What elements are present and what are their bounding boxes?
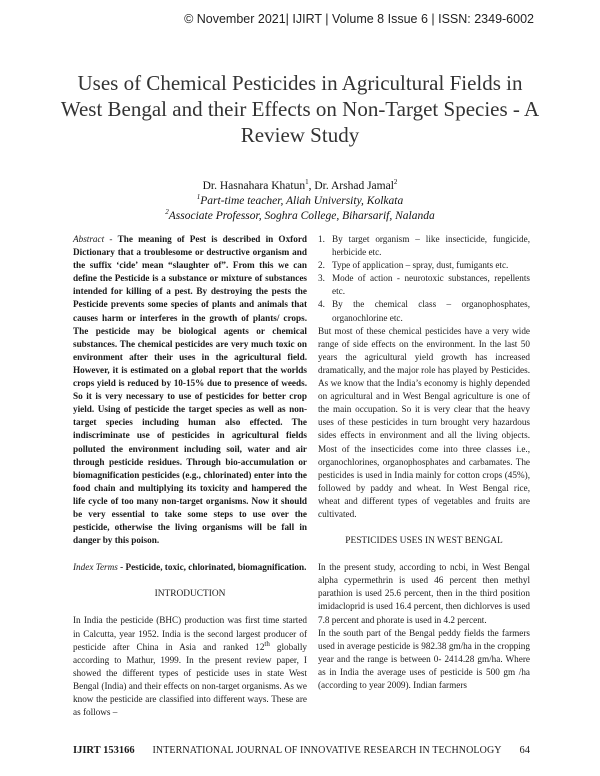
index-terms-lead: Index Terms	[73, 562, 118, 573]
list-item-text: Mode of action - neurotoxic substances, repellents etc.	[332, 273, 530, 297]
list-item-number: 2.	[318, 260, 325, 271]
author-1-name: Dr. Hasnahara Khatun	[202, 180, 306, 192]
list-item-text: By the chemical class – organophosphates, organochlorine etc.	[332, 299, 530, 323]
intro-ordinal-suffix: th	[264, 639, 270, 648]
affiliation-2-text: Associate Professor, Soghra College, Biharsarif, Nalanda	[168, 210, 435, 222]
pesticide-classification-list	[318, 233, 530, 325]
introduction-paragraph	[73, 614, 307, 719]
page-number: 64	[519, 745, 530, 756]
author-separator: ,	[308, 180, 315, 192]
right-column	[318, 233, 530, 692]
list-item-number: 1.	[318, 234, 325, 244]
introduction-heading: INTRODUCTION	[154, 589, 226, 600]
index-terms-text: - Pesticide, toxic, chlorinated, biomagnification.	[117, 562, 307, 573]
abstract	[73, 233, 307, 547]
list-item	[318, 233, 530, 259]
side-effects-paragraph: But most of these chemical pesticides have a very wide range of side effects on the environment. In the last 50 years the agricultural yield growth has increased dramatically, and the major role has played by Pesticides. As we know that the India’s economy is highly depended on agricultural and in West Bengal agriculture is one of the main occupation. So it is very clear that the heavy uses of these pesticides in turn brought very hazardous sides effects in environment and all the living objects. Most of the insecticides come into three classes i.e., organochlorines, organophosphates and carbamates. The pesticides is used in India mainly for cotton crops (45%), followed by paddy and wheat. In West Bengal rice, wheat and different types of vegetables and fruits are cultivated.	[318, 325, 530, 519]
list-item-text: Type of application – spray, dust, fumigants etc.	[332, 260, 509, 271]
intro-text-part2: globally according to Mathur, 1999. In the present review paper, I showed the different types of pesticide uses in state West Bengal (India) and their effects on non-target organisms. As we know the pesticide are classified into different ways. These are as follows –	[73, 641, 307, 718]
affiliation-1	[60, 194, 540, 209]
list-item-number: 3.	[318, 273, 325, 284]
affiliation-2	[60, 209, 540, 224]
abstract-text: The meaning of Pest is described in Oxford Dictionary that a troublesome or destructive organism and the suffix ‘cide’ mean “slaughter of”. From this we can define the Pesticide is a substance or mixture of substances intended for killing of a pest. By destroying the pests the Pesticide prevents some species of plants and animals that causes harm or interferes in the growth of plants/ crops. The pesticide may be biological agents or chemical substances. The chemical pesticides are very much toxic on environment after their uses in the agricultural field. However, it is estimated on a global report that the worlds crops yield is reduced by 10-15% due to presence of weeds. So it is very necessary to use of pesticides for better crop yield. Using of pesticide the target species as well as non-target species including human also effected. The indiscriminate use of pesticides in agricultural fields polluted the environment including soil, water and air through pesticide residues. Through bio-accumulation or biomagnification pesticides (e.g., chlorinated) enter into the food chain and multiplying its toxicity and hampered the life cycle of too many non-target organisms. Now it should be very essential to take some steps to use over the pesticide, otherwise the living organisms will be fall in danger by this poison.	[73, 234, 308, 546]
author-block	[60, 179, 540, 224]
author-2-name: Dr. Arshad Jamal	[314, 180, 394, 192]
page-footer	[73, 745, 530, 756]
author-2-marker: 2	[393, 178, 398, 187]
list-item	[318, 298, 530, 324]
paper-code: IJIRT 153166	[73, 745, 135, 756]
journal-citation-header: © November 2021| IJIRT | Volume 8 Issue 6 | ISSN: 2349-6002	[184, 12, 534, 26]
journal-name: INTERNATIONAL JOURNAL OF INNOVATIVE RESEARCH IN TECHNOLOGY	[152, 745, 502, 756]
intro-text-part1: In India the pesticide (BHC) production was first time started in Calcutta, year 1952. India is the second largest producer of pesticide after China in Asia and ranked 12	[73, 615, 307, 652]
abstract-lead: Abstract -	[73, 234, 118, 244]
list-item	[318, 259, 530, 272]
author-names	[60, 179, 540, 194]
index-terms	[73, 561, 307, 574]
west-bengal-section-heading: PESTICIDES USES IN WEST BENGAL	[345, 536, 503, 547]
affiliation-1-marker: 1	[196, 193, 201, 202]
west-bengal-paragraph-1: In the present study, according to ncbi, in West Bengal alpha cypermethrin is used 46 percent then methyl parathion is used 25.6 percent, then in the third position imidacloprid is used 16.4 percent, then dichlorves is used 7.8 percent and phorate is used in 4.2 percent.	[318, 562, 530, 625]
left-column	[73, 233, 307, 719]
affiliation-2-marker: 2	[165, 208, 169, 217]
list-item-number: 4.	[318, 299, 325, 310]
paper-title: Uses of Chemical Pesticides in Agricultural Fields in West Bengal and their Effects on Non-Target Species - A Review Study	[60, 71, 540, 147]
west-bengal-paragraph-2: In the south part of the Bengal peddy fields the farmers used in average pesticide is 982.38 gm/ha in the cropping year and the range is between 0- 2414.28 gm/ha. Where as in India the average uses of pesticide is 500 gm /ha (according to year 2009). Indian farmers	[318, 627, 530, 690]
author-1-marker: 1	[305, 178, 309, 187]
affiliation-1-text: Part-time teacher, Aliah University, Kolkata	[200, 195, 404, 207]
list-item-text: By target organism – like insecticide, fungicide, herbicide etc.	[332, 234, 530, 258]
list-item	[318, 272, 530, 298]
